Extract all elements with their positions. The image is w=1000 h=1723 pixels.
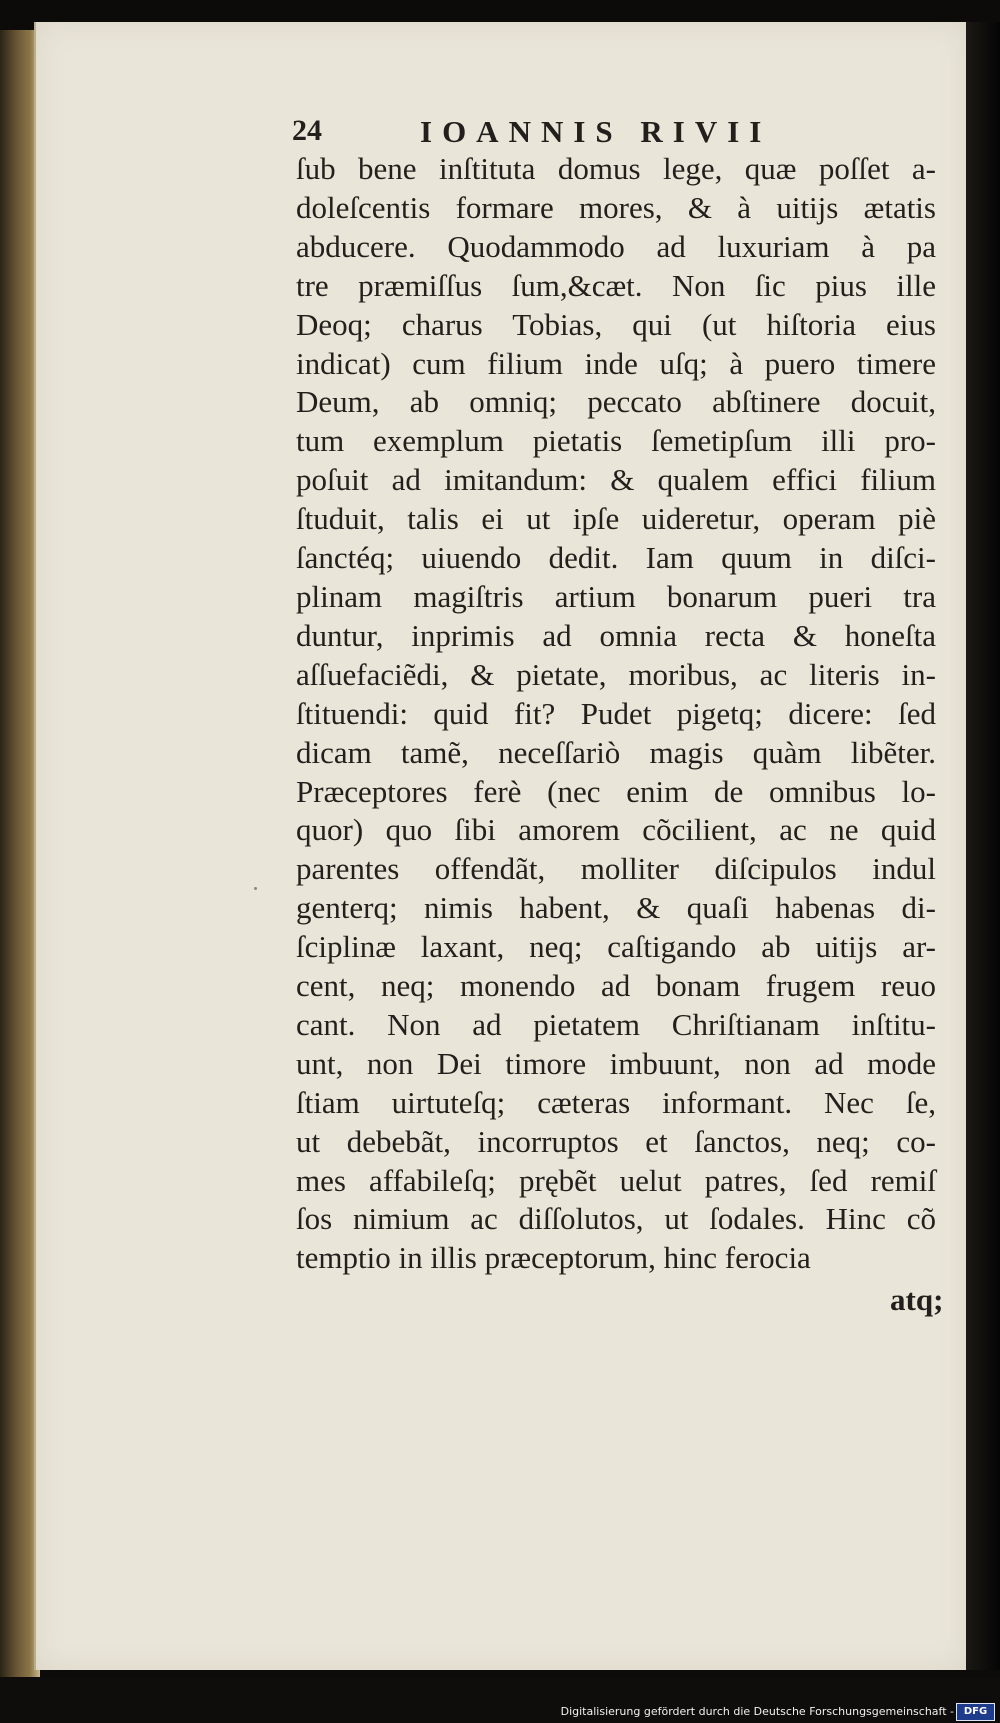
text-line: Deum, ab omniq; peccato abſtinere docuit,	[296, 384, 936, 420]
text-line: ſciplinæ laxant, neq; caſtigando ab uitijs ar-	[296, 929, 936, 965]
text-line: dicam tamẽ, neceſſariò magis quàm libẽter.	[296, 734, 936, 770]
text-line: tum exemplum pietatis ſemetipſum illi pro-	[296, 423, 936, 459]
text-line: genterq; nimis habent, & quaſi habenas di-	[296, 890, 936, 926]
page-number: 24	[292, 114, 322, 147]
text-line: poſuit ad imitandum: & qualem effici filium	[296, 462, 936, 498]
text-line: ſos nimium ac diſſolutos, ut ſodales. Hinc cõ	[296, 1201, 936, 1237]
dfg-logo: DFG	[956, 1703, 995, 1721]
text-line: abducere. Quodammodo ad luxuriam à pa	[296, 228, 936, 264]
text-line: temptio in illis præceptorum, hinc ferocia	[296, 1240, 811, 1276]
text-line: plinam magiſtris artium bonarum pueri tra	[296, 578, 936, 614]
text-line: aſſuefaciẽdi, & pietate, moribus, ac literis in-	[296, 656, 936, 692]
text-line: ſtuduit, talis ei ut ipſe uideretur, operam piè	[296, 501, 936, 537]
running-head: IOANNIS RIVII	[420, 114, 772, 149]
text-line: ſanctéq; uiuendo dedit. Iam quum in diſci-	[296, 540, 936, 576]
paper-speck	[254, 887, 257, 890]
text-line: quor) quo ſibi amorem cõcilient, ac ne quid	[296, 812, 936, 848]
text-line: doleſcentis formare mores, & à uitijs ætatis	[296, 189, 936, 225]
catchword: atq;	[890, 1282, 944, 1317]
text-line: indicat) cum filium inde uſq; à puero timere	[296, 345, 936, 381]
text-line: mes affabileſq; prębẽt uelut patres, ſed remiſ	[296, 1162, 936, 1198]
text-line: unt, non Dei timore imbuunt, non ad mode	[296, 1045, 936, 1081]
text-line: Deoq; charus Tobias, qui (ut hiſtoria eius	[296, 306, 936, 342]
text-line: Præceptores ferè (nec enim de omnibus lo-	[296, 773, 936, 809]
body-text	[296, 150, 936, 1278]
text-line: parentes offendãt, molliter diſcipulos indul	[296, 851, 936, 887]
digitization-credit: Digitalisierung gefördert durch die Deutsche Forschungsgemeinschaft -	[560, 1705, 954, 1718]
text-line: tre præmiſſus ſum,&cæt. Non ſic pius ille	[296, 267, 936, 303]
text-line: duntur, inprimis ad omnia recta & honeſta	[296, 617, 936, 653]
text-line: ut debebãt, incorruptos et ſanctos, neq; co-	[296, 1123, 936, 1159]
text-line: ſtituendi: quid fit? Pudet pigetq; dicere: ſed	[296, 695, 936, 731]
text-line: ſtiam uirtuteſq; cæteras informant. Nec ſe,	[296, 1084, 936, 1120]
text-line: ſub bene inſtituta domus lege, quæ poſſet a-	[296, 151, 936, 186]
page-right-shadow	[966, 22, 1000, 1670]
text-line: cant. Non ad pietatem Chriſtianam inſtitu-	[296, 1006, 936, 1042]
text-line: cent, neq; monendo ad bonam frugem reuo	[296, 968, 936, 1004]
